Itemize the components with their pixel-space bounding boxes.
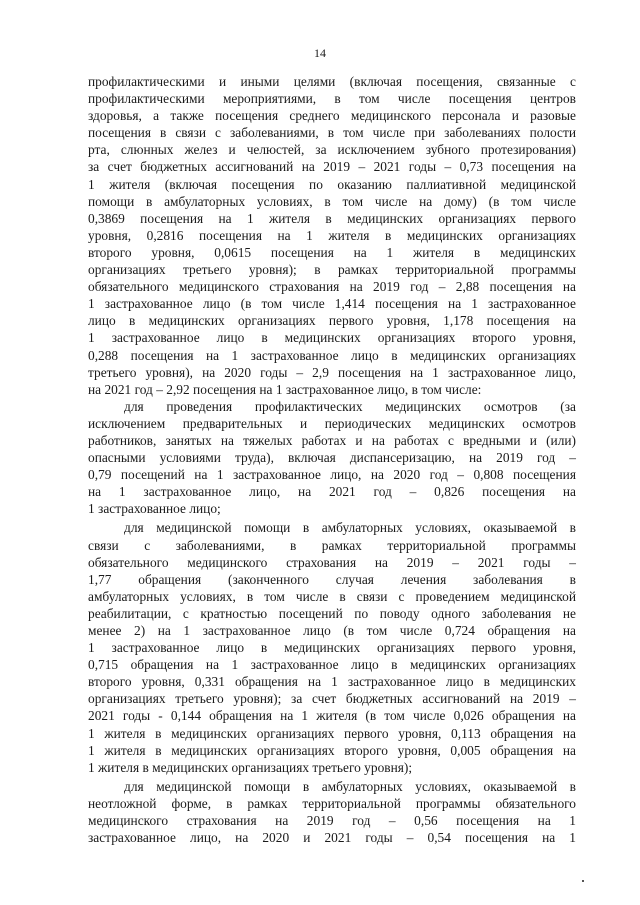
text-line: профилактическими мероприятиями, в том числе посещения центров [88,91,576,107]
text-line: 1 жителя (включая посещения по оказанию паллиативной медицинской [88,176,576,192]
text-line: амбулаторных условиях, в том числе в связи с проведением медицинской [88,588,576,604]
text-line: помощи в амбулаторных условиях, в том числе на дому) (в том числе [88,193,576,209]
text-line: 1 жителя в медицинских организациях первого уровня, 0,113 обращения на [88,725,576,741]
text-line: опасными условиями труда), включая диспансеризацию, на 2019 год – [88,450,576,466]
text-line: реабилитации, с кратностью посещений по поводу одного заболевания не [88,605,576,621]
text-line: профилактическими и иными целями (включая посещения, связанные с [88,74,576,89]
text-line: обязательного медицинского страхования на 2019 – 2021 годы – [88,554,576,570]
text-line: третьего уровня), на 2020 годы – 2,9 посещения на 1 застрахованное лицо, [88,364,576,380]
text-line: организациях третьего уровня); за счет бюджетных ассигнований на 2019 – [88,691,576,707]
text-line: 2021 годы - 0,144 обращения на 1 жителя (в том числе 0,026 обращения на [88,708,576,724]
text-line: второго уровня, 0,0615 посещения на 1 жителя в медицинских [88,244,576,260]
text-line: 1 застрахованное лицо в медицинских организациях первого уровня, [88,640,576,656]
text-line: лицо в медицинских организациях первого уровня, 1,178 посещения на [88,313,576,329]
text-line: 1 застрахованное лицо; [88,501,221,517]
text-line: 0,3869 посещения на 1 жителя в медицинских организациях первого [88,210,576,226]
text-line: неотложной форме, в рамках территориальной программы обязательного [88,795,576,811]
text-line: 0,715 обращения на 1 застрахованное лицо в медицинских организациях [88,657,576,673]
text-line: 1 жителя в медицинских организациях второго уровня, 0,005 обращения на [88,742,576,758]
text-line: 1,77 обращения (законченного случая лечения заболевания в [88,571,576,587]
page-number: 14 [314,46,326,60]
text-line: рта, слюнных желез и челюстей, за исключением зубного протезирования) [88,142,576,158]
text-line: на 2021 год – 2,92 посещения на 1 застрахованное лицо, в том числе: [88,381,482,397]
text-line: второго уровня, 0,331 обращения на 1 застрахованное лицо в медицинских [88,674,576,690]
text-line: здоровья, а также посещения среднего медицинского персонала и разовые [88,108,576,124]
text-line: уровня, 0,2816 посещения на 1 жителя в медицинских организациях [88,227,576,243]
text-line: 0,288 посещения на 1 застрахованное лицо в медицинских организациях [88,347,576,363]
text-line: за счет бюджетных ассигнований на 2019 – 2021 годы – 0,73 посещения на [88,159,576,175]
text-line: на 1 застрахованное лицо, на 2021 год – 0,826 посещения на [88,484,576,500]
text-line: 0,79 посещений на 1 застрахованное лицо, на 2020 год – 0,808 посещения [88,467,576,483]
text-line: 1 жителя в медицинских организациях третьего уровня); [88,759,413,775]
text-line: исключением предварительных и периодических медицинских осмотров [88,415,576,431]
scan-speck [582,880,584,882]
text-line: 1 застрахованное лицо (в том числе 1,414 посещения на 1 застрахованное [88,296,576,312]
text-line: менее 2) на 1 застрахованное лицо (в том числе 0,724 обращения на [88,623,576,638]
text-line: для медицинской помощи в амбулаторных условиях, оказываемой в [124,778,576,794]
text-line: связи с заболеваниями, в рамках территориальной программы [88,537,576,553]
text-line: работников, занятых на тяжелых работах и на работах с вредными и (или) [88,432,576,448]
text-line: для проведения профилактических медицинских осмотров (за [124,398,576,414]
text-line: организациях третьего уровня); в рамках территориальной программы [88,262,576,278]
text-line: для медицинской помощи в амбулаторных условиях, оказываемой в [124,520,576,536]
text-line: обязательного медицинского страхования на 2019 год – 2,88 посещения на [88,279,576,295]
body-text [88,73,576,846]
text-line: медицинского страхования на 2019 год – 0,56 посещения на 1 [88,813,576,829]
text-line: 1 застрахованное лицо в медицинских организациях второго уровня, [88,330,576,346]
text-line: застрахованное лицо, на 2020 и 2021 годы – 0,54 посещения на 1 [88,830,576,846]
text-line: посещения в связи с заболеваниями, в том числе при заболеваниях полости [88,125,576,141]
